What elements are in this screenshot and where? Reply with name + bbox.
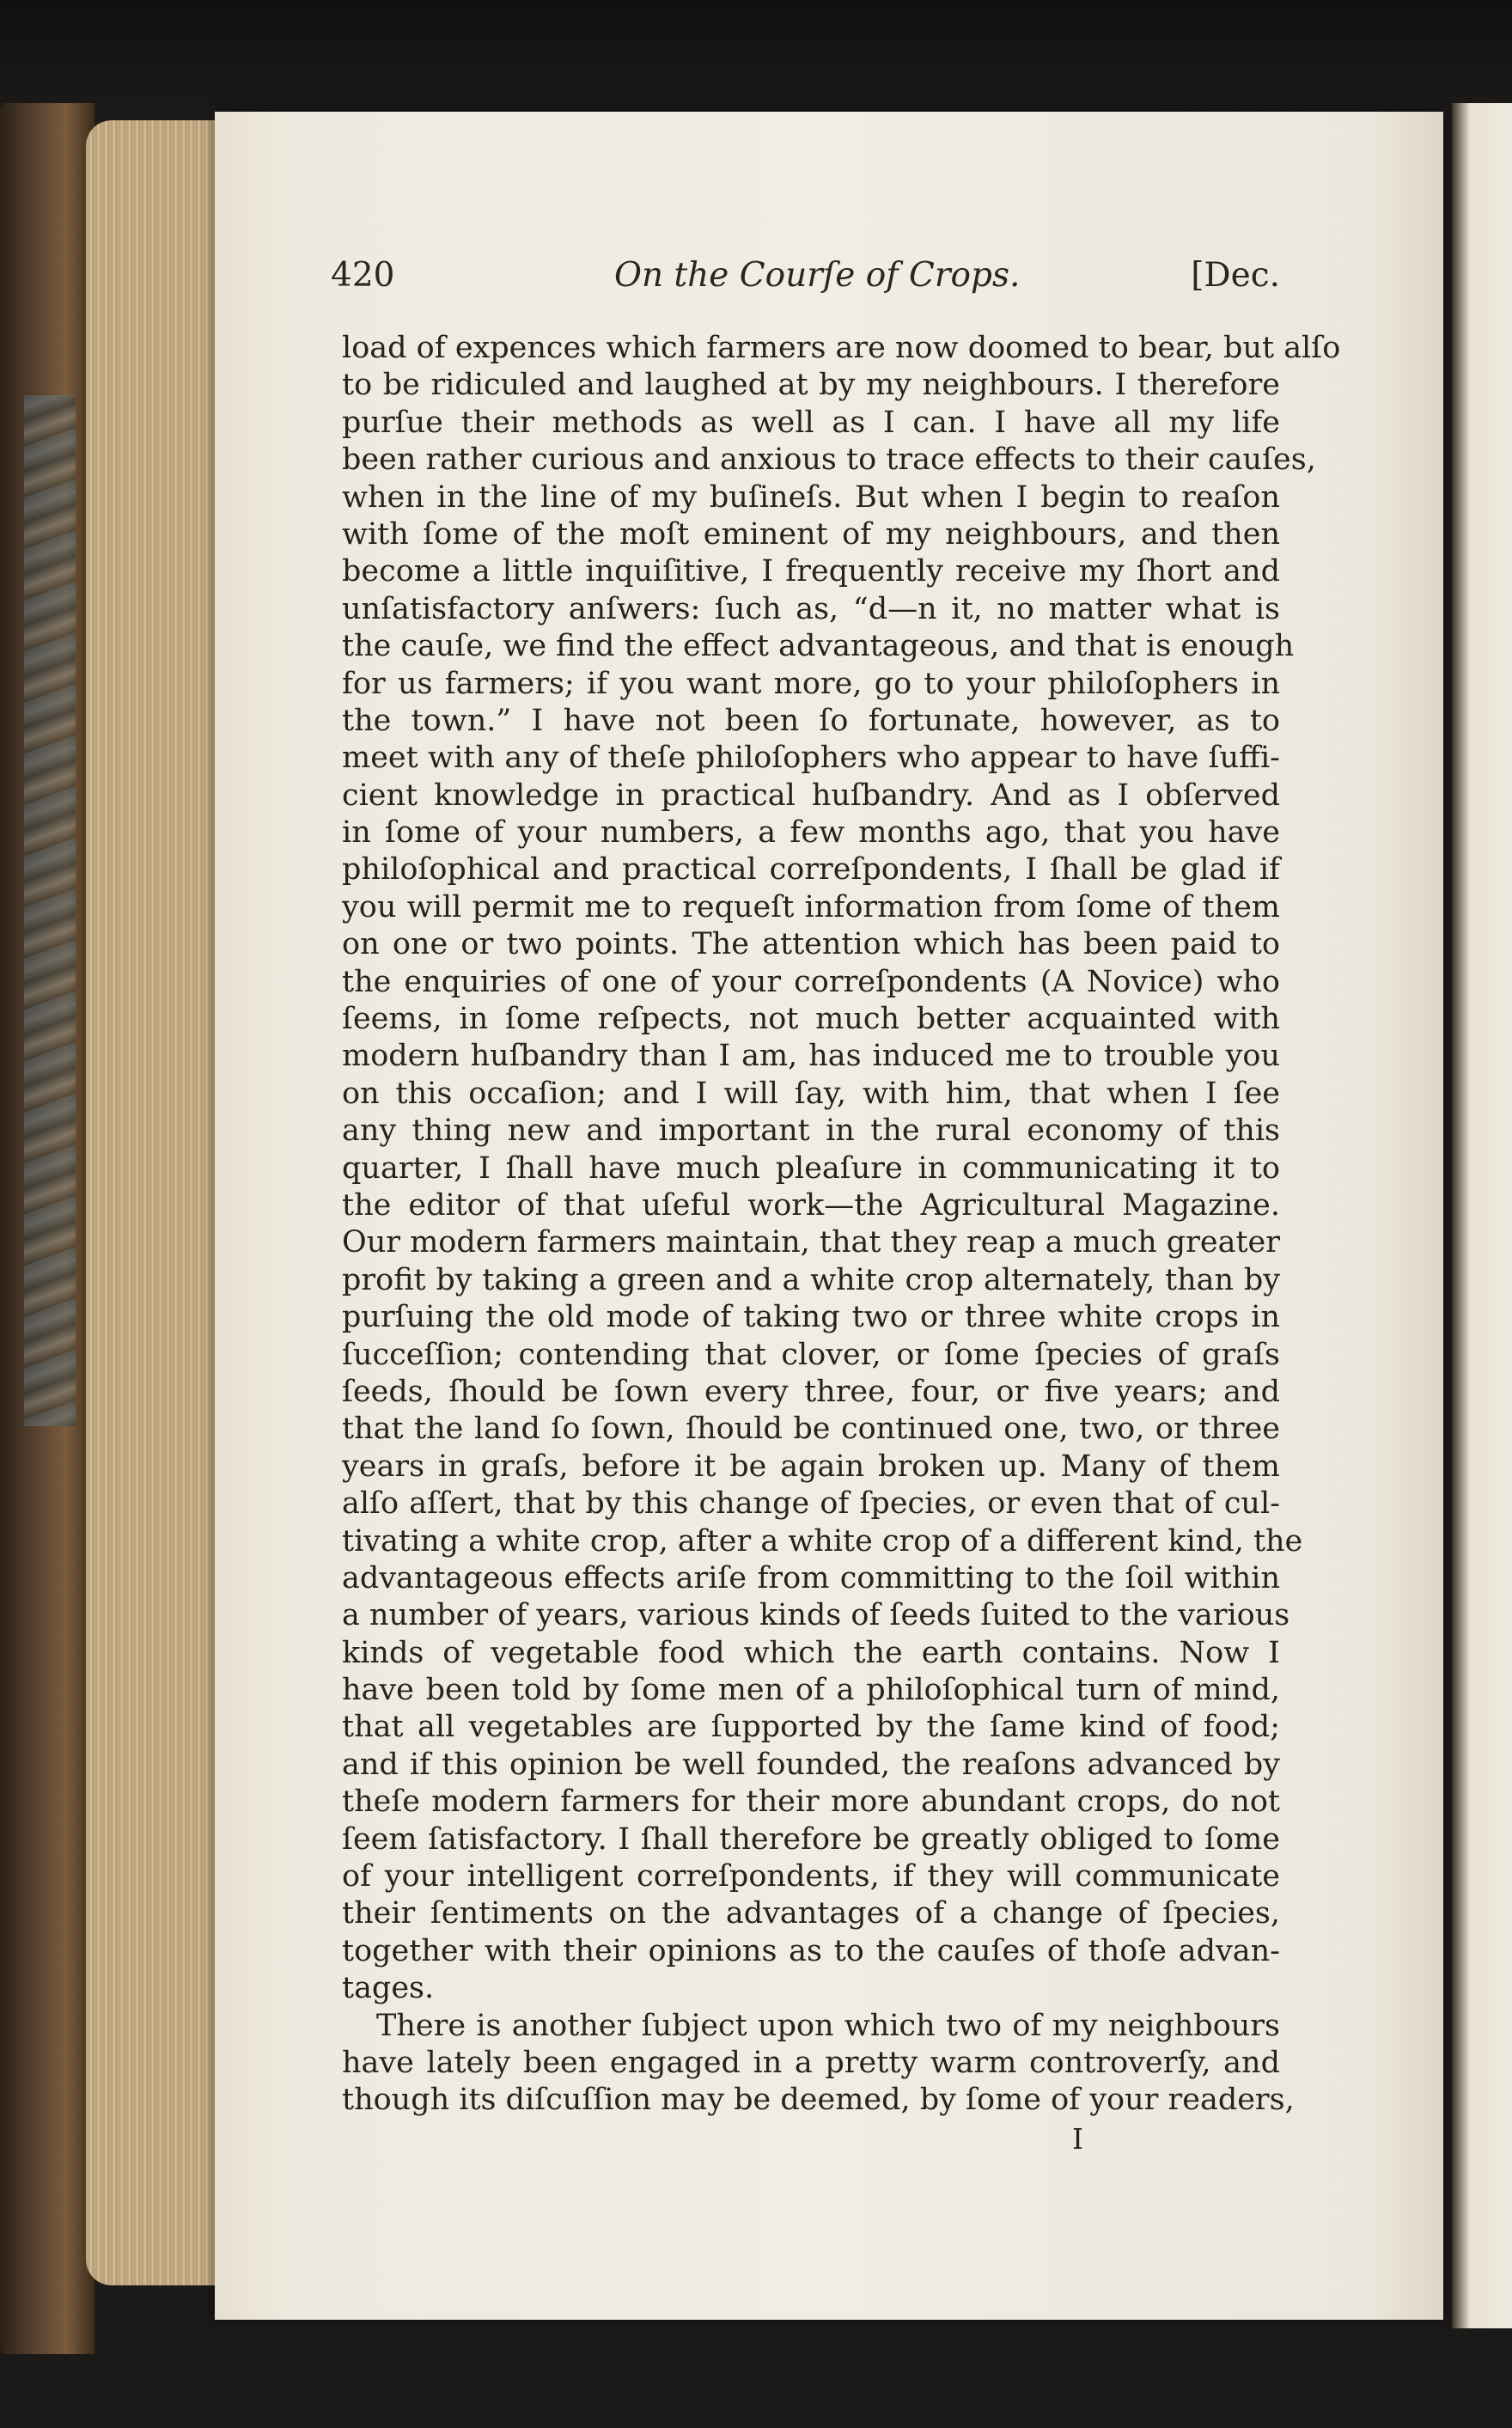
page-number: 420	[331, 256, 395, 295]
text-line: with ſome of the moſt eminent of my neighbours, and then	[342, 516, 1280, 552]
text-line: been rather curious and anxious to trace effects to their cauſes,	[342, 442, 1316, 478]
text-line: though its diſcuſſion may be deemed, by ſome of your readers,	[342, 2083, 1295, 2118]
text-line: their ſentiments on the advantages of a change of ſpecies,	[342, 1896, 1280, 1931]
text-line: any thing new and important in the rural economy of this	[342, 1113, 1280, 1149]
text-line: ſucceſſion; contending that clover, or ſome ſpecies of graſs	[342, 1337, 1280, 1372]
text-line: a number of years, various kinds of ſeeds ſuited to the various	[342, 1598, 1290, 1633]
text-line: cient knowledge in practical huſbandry. And as I obſerved	[342, 778, 1280, 813]
text-line: tivating a white crop, after a white crop of a different kind, the	[342, 1523, 1303, 1559]
text-line: have lately been engaged in a pretty warm controverſy, and	[342, 2045, 1280, 2080]
text-line: the editor of that uſeful work—the Agricultural Magazine.	[342, 1187, 1280, 1223]
text-line: on one or two points. The attention which has been paid to	[342, 927, 1280, 962]
text-line: ſeem ſatisfactory. I ſhall therefore be greatly obliged to ſome	[342, 1821, 1280, 1857]
text-line: profit by taking a green and a white crop alternately, than by	[342, 1262, 1280, 1297]
text-line: the enquiries of one of your correſpondents (A Novice) who	[342, 964, 1280, 999]
text-line: you will permit me to requeſt information from ſome of them	[342, 889, 1280, 924]
text-line: modern huſbandry than I am, has induced me to trouble you	[342, 1039, 1280, 1074]
text-line: that all vegetables are ſupported by the ſame kind of food;	[342, 1710, 1280, 1745]
text-line: unſatisfactory anſwers: ſuch as, “d—n it, no matter what is	[342, 591, 1280, 626]
text-line: to be ridiculed and laughed at by my neighbours. I therefore	[342, 368, 1280, 403]
page-edges	[86, 120, 223, 2285]
text-line: ſeems, in ſome reſpects, not much better acquainted with	[342, 1002, 1280, 1037]
text-line: purſue their methods as well as I can. I have all my life	[342, 405, 1280, 440]
header-section: [Dec.	[1191, 256, 1280, 295]
text-line: There is another ſubject upon which two of my neighbours	[376, 2008, 1280, 2043]
text-line: meet with any of theſe philoſophers who appear to have ſuffi-	[342, 741, 1280, 776]
text-line: of your intelligent correſpondents, if they will communicate	[342, 1859, 1280, 1894]
running-header	[331, 256, 1280, 299]
text-line: the town.” I have not been ſo fortunate, however, as to	[342, 703, 1280, 738]
text-line: for us farmers; if you want more, go to your philoſophers in	[342, 666, 1280, 701]
catchword: I	[1072, 2122, 1084, 2156]
text-line: on this occaſion; and I will ſay, with him, that when I ſee	[342, 1076, 1280, 1111]
text-line: years in graſs, before it be again broken up. Many of them	[342, 1449, 1280, 1484]
text-line: and if this opinion be well founded, the reaſons advanced by	[342, 1747, 1280, 1782]
text-line: that the land ſo ſown, ſhould be continued one, two, or three	[342, 1412, 1280, 1447]
text-line: become a little inquiſitive, I frequently receive my ſhort and	[342, 554, 1280, 589]
text-line: ſeeds, ſhould be ſown every three, four, or five years; and	[342, 1374, 1280, 1409]
text-line: Our modern farmers maintain, that they reap a much greater	[342, 1225, 1280, 1260]
text-line: kinds of vegetable food which the earth contains. Now I	[342, 1635, 1280, 1670]
text-line: the cauſe, we find the effect advantageous, and that is enough	[342, 629, 1295, 664]
text-line: in ſome of your numbers, a few months ago, that you have	[342, 815, 1280, 851]
facing-page-edge	[1452, 103, 1512, 2328]
text-line: philoſophical and practical correſpondents, I ſhall be glad if	[342, 852, 1280, 888]
text-line: purſuing the old mode of taking two or three white crops in	[342, 1300, 1280, 1335]
background-top	[0, 0, 1512, 112]
text-line: load of expences which farmers are now doomed to bear, but alſo	[342, 331, 1341, 365]
text-line: have been told by ſome men of a philoſophical turn of mind,	[342, 1673, 1280, 1708]
running-title: On the Courſe of Crops.	[614, 256, 1021, 295]
text-line: when in the line of my buſineſs. But when I begin to reaſon	[342, 479, 1280, 515]
text-line: theſe modern farmers for their more abundant crops, do not	[342, 1784, 1280, 1820]
marbled-cover-pattern	[24, 395, 76, 1426]
text-line: together with their opinions as to the cauſes of thoſe advan-	[342, 1933, 1280, 1968]
body-text	[342, 330, 1341, 2120]
text-line: tages.	[342, 1971, 435, 2006]
text-line: quarter, I ſhall have much pleaſure in communicating it to	[342, 1150, 1280, 1186]
text-line: alſo aſſert, that by this change of ſpecies, or even that of cul-	[342, 1486, 1280, 1522]
text-line: advantageous effects ariſe from committing to the ſoil within	[342, 1560, 1280, 1595]
